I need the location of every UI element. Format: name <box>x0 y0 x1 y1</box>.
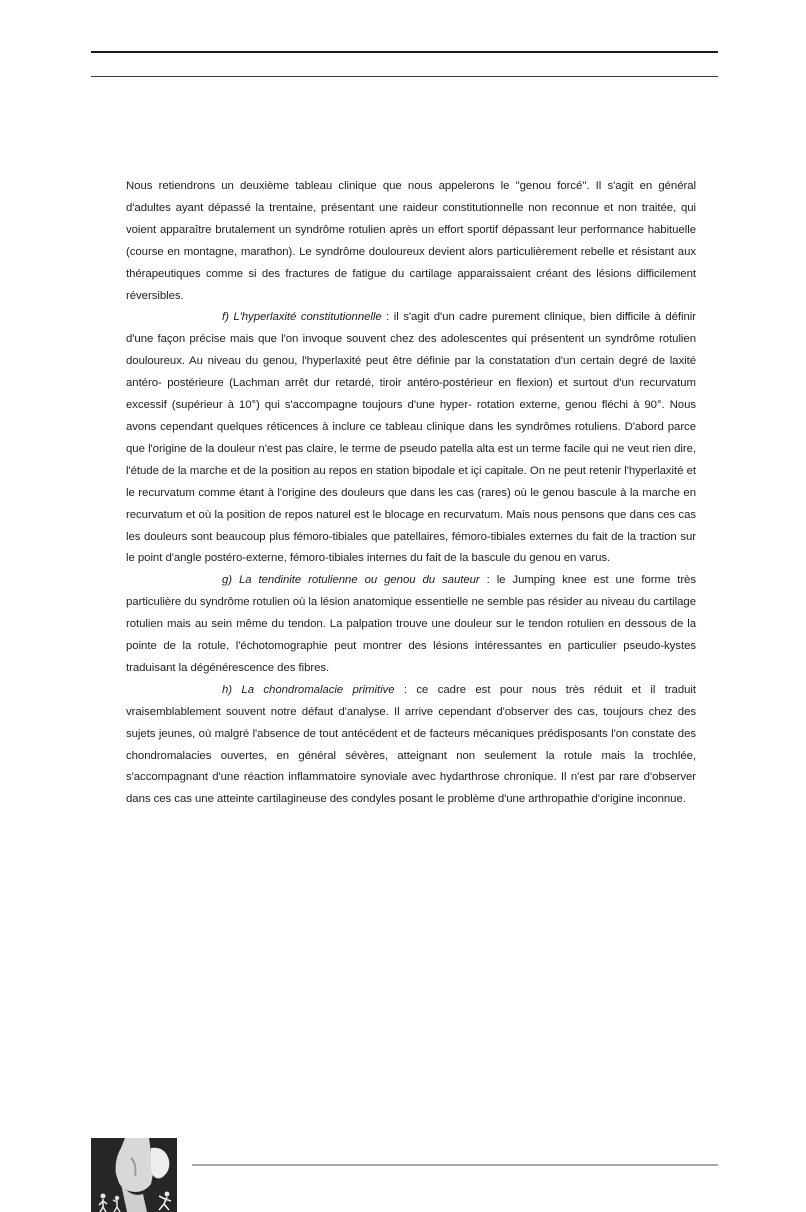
footer-rule <box>192 1164 718 1166</box>
paragraph-text: : le Jumping knee est une forme très particulière du syndrôme rotulien où la lésion anatomique essentielle ne semble pas résider au niveau du cartilage rotulien mais au sein même du tendon. La palpation trouve une douleur sur le tendon rotulien en dessous de la pointe de la rotule, l'échotomographie peut montrer des lésions intéressantes en particulier pseudo-kystes traduisant la dégénérescence des fibres. <box>126 574 696 674</box>
paragraph-hyperlaxite <box>126 307 696 570</box>
section-heading-g: g) La tendinite rotulienne ou genou du sauteur <box>222 574 480 587</box>
paragraph-text: Nous retiendrons un deuxième tableau clinique que nous appelerons le "genou forcé". Il s'agit en général d'adultes ayant dépassé la trentaine, présentant une raideur constitutionnelle non reconnue et non traitée, qui voient apparaître brutalement un syndrôme rotulien après un effort sportif dépassant leur performance habituelle (course en montagne, marathon). Le syndrôme douloureux devient alors particulièrement rebelle et résistant aux thérapeutiques comme si des fractures de fatigue du cartilage apparaissaient créant des lésions difficilement réversibles. <box>126 180 696 302</box>
paragraph-genou-force <box>126 176 696 307</box>
header-rule-top <box>91 51 718 53</box>
header-rule-second <box>91 76 718 77</box>
paragraph-text: : ce cadre est pour nous très réduit et il traduit vraisemblablement souvent notre défaut d'analyse. Il arrive cependant d'observer des cas, toujours chez des sujets jeunes, où malgré l'absence de tout antécédent et de facteurs mécaniques prédisposants l'on constate des chondromalacies ouvertes, en général sévères, atteignant non seulement la rotule mais la trochlée, s'accompagnant d'une réaction inflammatoire synoviale avec hydarthrose chronique. Il n'est par rare d'observer dans ces cas une atteinte cartilagineuse des condyles posant le problème d'une arthropathie d'origine inconnue. <box>126 683 697 806</box>
paragraph-tendinite <box>126 570 696 680</box>
body-text <box>126 176 696 811</box>
knee-xray-logo-icon <box>91 1138 177 1212</box>
section-heading-f: f) L'hyperlaxité constitutionnelle <box>222 311 382 324</box>
section-heading-h: h) La chondromalacie primitive <box>222 683 395 696</box>
paragraph-text: : il s'agit d'un cadre purement clinique, bien difficile à définir d'une façon précise mais que l'on invoque souvent chez des adolescentes qui présentent un syndrôme rotulien douloureux. Au niveau du genou, l'hyperlaxité peut être définie par la constatation d'un certain degré de laxité antéro- postérieure (Lachman arrêt dur retardé, tiroir antéro-postérieur en flexion) et surtout d'un recurvatum excessif (supérieur à 10°) qui s'accompagne toujours d'une hyper- rotation externe, genou fléchi à 90°. Nous avons cependant quelques réticences à inclure ce tableau clinique dans les syndrômes rotuliens. D'abord parce que l'origine de la douleur n'est pas claire, le terme de pseudo patella alta est un terme facile qui ne veut rien dire, l'étude de la marche et de la position au repos en station bipodale et içi capitale. On ne peut retenir l'hyperlaxité et le recurvatum comme étant à l'origine des douleurs que dans les cas (rares) où le genou bascule à la marche en recurvatum et où la position de repos naturel est le blocage en recurvatum. Mais nous pensons que dans ces cas les douleurs sont beaucoup plus fémoro-tibiales que patellaires, fémoro-tibiales externes du fait de la traction sur le point d'angle postéro-externe, fémoro-tibiales internes du fait de la bascule du genou en varus. <box>126 311 696 565</box>
paragraph-chondromalacie <box>126 680 696 811</box>
